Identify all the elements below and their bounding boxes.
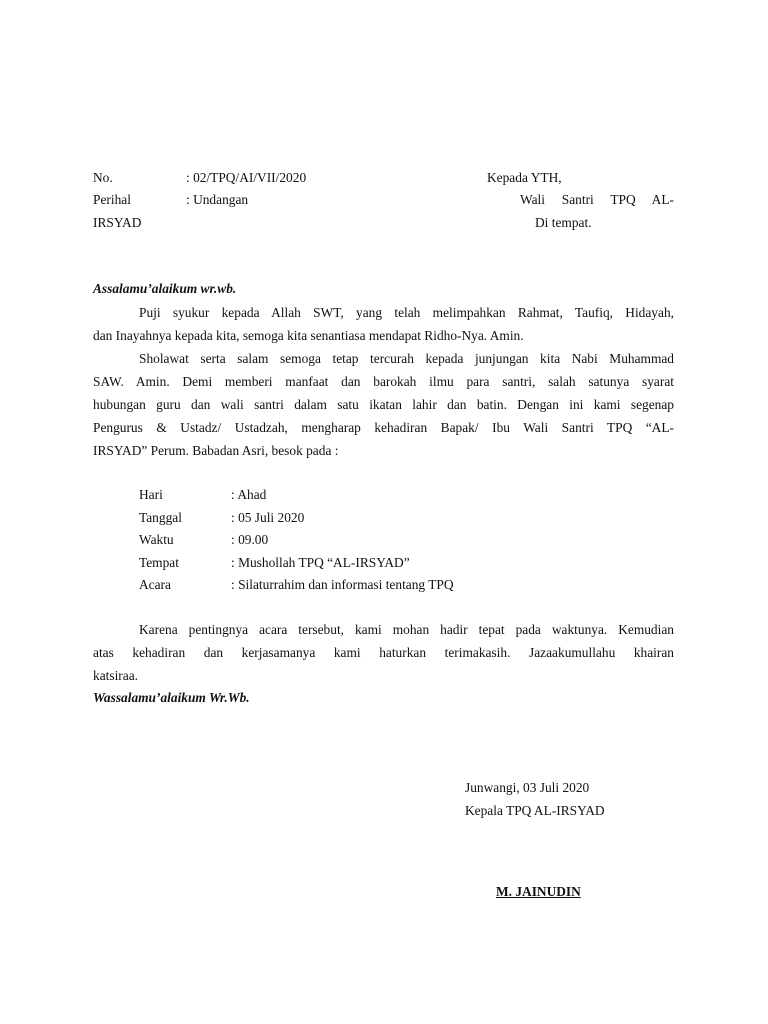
detail-row-day xyxy=(139,483,454,506)
paragraph-line: Pengurus & Ustadz/ Ustadzah, mengharap kehadiran Bapak/ Ibu Wali Santri TPQ “AL- xyxy=(93,420,674,435)
detail-label: Tanggal xyxy=(139,509,182,525)
detail-row-place xyxy=(139,551,454,574)
subject-value: : Undangan xyxy=(186,192,249,207)
event-details xyxy=(139,483,454,596)
paragraph-line: dan Inayahnya kepada kita, semoga kita senantiasa mendapat Ridho-Nya. Amin. xyxy=(93,328,524,343)
detail-label: Tempat xyxy=(139,554,179,570)
detail-row-time xyxy=(139,528,454,551)
recipient-line: Wali Santri TPQ AL- xyxy=(520,192,674,207)
paragraph-line: Karena pentingnya acara tersebut, kami mohan hadir tepat pada waktunya. Kemudian xyxy=(139,622,674,637)
subject-label: Perihal xyxy=(93,192,131,207)
detail-value: : Ahad xyxy=(231,487,267,502)
detail-row-event xyxy=(139,573,454,596)
detail-value: : 09.00 xyxy=(231,532,269,547)
paragraph-opening xyxy=(93,301,674,347)
paragraph-line: atas kehadiran dan kerjasamanya kami haturkan terimakasih. Jazaakumullahu khairan xyxy=(93,645,674,660)
paragraph-line: Puji syukur kepada Allah SWT, yang telah melimpahkan Rahmat, Taufiq, Hidayah, xyxy=(139,305,674,320)
paragraph-closing xyxy=(93,618,674,687)
signature-place-date: Junwangi, 03 Juli 2020 xyxy=(465,780,590,795)
closing-greeting: Wassalamu’alaikum Wr.Wb. xyxy=(93,690,250,705)
paragraph-line: Sholawat serta salam semoga tetap tercurah kepada junjungan kita Nabi Muhammad xyxy=(139,351,674,366)
paragraph-line: hubungan guru dan wali santri dalam satu ikatan lahir dan batin. Dengan ini kami segenap xyxy=(93,397,674,412)
paragraph-invitation xyxy=(93,347,674,462)
detail-value: : Silaturrahim dan informasi tentang TPQ xyxy=(231,577,454,592)
detail-row-date xyxy=(139,506,454,529)
recipient-place: Di tempat. xyxy=(535,215,592,230)
letter-number-label: No. xyxy=(93,170,113,185)
letter-number-value: : 02/TPQ/AI/VII/2020 xyxy=(186,170,307,185)
addressee-heading: Kepada YTH, xyxy=(487,170,562,185)
detail-label: Acara xyxy=(139,577,171,592)
detail-value: : 05 Juli 2020 xyxy=(231,509,305,525)
recipient-wrap-word: IRSYAD xyxy=(93,215,142,230)
detail-value: : Mushollah TPQ “AL-IRSYAD” xyxy=(231,554,410,570)
signatory-name: M. JAINUDIN xyxy=(496,884,581,899)
opening-greeting: Assalamu’alaikum wr.wb. xyxy=(93,281,237,296)
signature-position: Kepala TPQ AL-IRSYAD xyxy=(465,803,605,818)
paragraph-line: SAW. Amin. Demi memberi manfaat dan barokah ilmu para santri, salah satunya syarat xyxy=(93,374,674,389)
paragraph-line: IRSYAD” Perum. Babadan Asri, besok pada : xyxy=(93,443,339,458)
detail-label: Waktu xyxy=(139,532,174,547)
detail-label: Hari xyxy=(139,487,163,502)
paragraph-line: katsiraa. xyxy=(93,668,138,683)
